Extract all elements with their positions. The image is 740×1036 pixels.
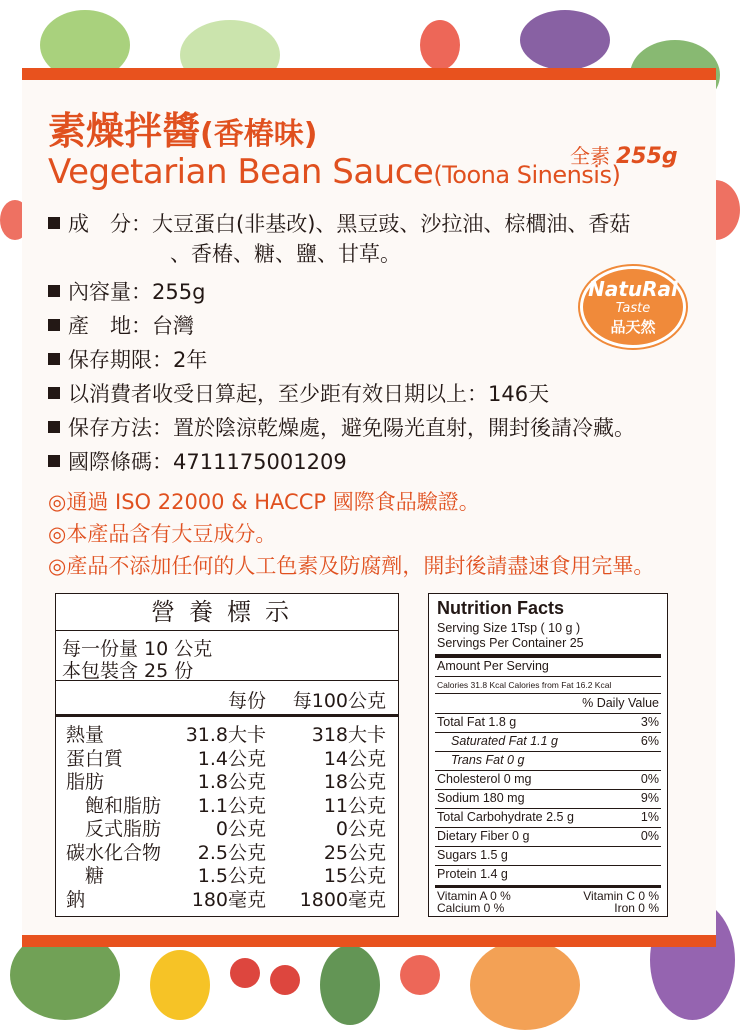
pepper-illustration (470, 940, 580, 1030)
bullet-square-icon (48, 285, 60, 297)
cert-line-3: ◎產品不添加任何的人工色素及防腐劑，開封後請盡速食用完畢。 (48, 554, 655, 578)
product-title-zh: 素燥拌醬(香椿味) (48, 109, 318, 153)
cherry-illustration (270, 965, 300, 995)
per-100g-value: 11公克 (323, 794, 386, 817)
per-serving-value: 31.8大卡 (185, 724, 266, 746)
expiry-note-line: 以消費者收受日算起，至少距有效日期以上：146天 (48, 378, 549, 408)
nutrition-row-en-dv: 6% (640, 734, 659, 748)
serving-size-zh: 每一份量 10 公克 (62, 638, 213, 660)
nutrition-row-en-label: Total Fat 1.8 g (437, 715, 517, 729)
nutrition-row-en-label: Protein 1.4 g (437, 867, 508, 881)
nutrition-table-zh (55, 593, 399, 917)
nutrition-row-en-dv: 9% (640, 791, 659, 805)
bullet-square-icon (48, 455, 60, 467)
iron: Iron 0 % (614, 901, 659, 915)
nutrition-row-en-label: Trans Fat 0 g (451, 753, 525, 767)
origin-line: 產 地：台灣 (48, 310, 194, 340)
cherry-illustration (230, 958, 260, 988)
bullet-square-icon (48, 353, 60, 365)
serving-size-en: Serving Size 1Tsp ( 10 g ) (437, 621, 581, 635)
shelf-life-line: 保存期限：2年 (48, 344, 207, 374)
vitamin-a: Vitamin A 0 % (437, 889, 511, 903)
cert-line-1: ◎通過 ISO 22000 & HACCP 國際食品驗證。 (48, 490, 480, 514)
top-border-bar (22, 68, 716, 80)
nutrition-row-en-dv: 0% (640, 772, 659, 786)
nutrition-facts-title: Nutrition Facts (437, 598, 565, 618)
bullet-square-icon (48, 387, 60, 399)
nutrient-name: 飽和脂肪 (66, 794, 162, 817)
nutrition-row-zh (56, 814, 398, 838)
nutrient-name: 碳水化合物 (66, 841, 162, 864)
per-serving-value: 2.5公克 (197, 841, 266, 864)
vegetable-illustration-bottom (320, 945, 380, 1025)
volume-line: 內容量：255g (48, 276, 205, 306)
nutrient-name: 反式脂肪 (66, 818, 162, 840)
nutrition-row-en-label: Dietary Fiber 0 g (437, 829, 530, 843)
nutrient-name: 熱量 (66, 724, 105, 746)
nutrition-row-zh (56, 838, 398, 862)
nutrition-row-zh (56, 885, 398, 909)
nutrition-row-en-label: Sugars 1.5 g (437, 848, 508, 862)
servings-per-container: Servings Per Container 25 (437, 636, 584, 650)
nutrition-row-en-dv: 1% (640, 810, 659, 824)
bullet-square-icon (48, 319, 60, 331)
vitamin-c: Vitamin C 0 % (583, 889, 659, 903)
per-100g-value: 18公克 (323, 771, 386, 793)
per-serving-value: 1.4公克 (197, 747, 266, 770)
nutrition-row-zh (56, 861, 398, 885)
per-100g-value: 0公克 (335, 818, 386, 840)
vegetable-illustration-top (420, 20, 460, 70)
nutrient-name: 蛋白質 (66, 747, 124, 770)
barcode-line: 國際條碼：4711175001209 (48, 446, 347, 476)
nutrition-row-en-label: Saturated Fat 1.1 g (451, 734, 559, 748)
col-per-100g: 每100公克 (292, 690, 386, 712)
nutrition-table-zh-header: 營養標示 (56, 594, 398, 631)
tomato-illustration (400, 955, 440, 995)
nutrition-row-zh (56, 744, 398, 768)
per-100g-value: 318大卡 (311, 724, 386, 746)
per-100g-value: 25公克 (323, 841, 386, 864)
per-serving-value: 1.1公克 (197, 794, 266, 817)
nutrition-facts-en (428, 593, 668, 917)
nutrient-name: 鈉 (66, 888, 86, 911)
eggplant-illustration-top (520, 10, 610, 70)
column-header-row (56, 686, 398, 710)
nutrient-name: 脂肪 (66, 771, 105, 793)
pepper-illustration (150, 950, 210, 1020)
per-serving-value: 1.8公克 (197, 771, 266, 793)
per-100g-value: 14公克 (323, 747, 386, 770)
product-title-en: Vegetarian Bean Sauce(Toona Sinensis) (48, 152, 621, 192)
nutrition-row-zh (56, 767, 398, 791)
per-100g-value: 15公克 (323, 865, 386, 887)
bullet-square-icon (48, 421, 60, 433)
calcium: Calcium 0 % (437, 901, 505, 915)
per-serving-value: 1.5公克 (197, 865, 266, 887)
per-100g-value: 1800毫克 (299, 888, 386, 911)
nutrition-row-en-label: Cholesterol 0 mg (437, 772, 532, 786)
daily-value-header: % Daily Value (582, 696, 659, 710)
nutrition-row-en-label: Sodium 180 mg (437, 791, 525, 805)
per-serving-value: 0公克 (215, 818, 266, 840)
ingredients-line: 成 分：大豆蛋白(非基改)、黑豆豉、沙拉油、棕櫚油、香菇 (48, 208, 630, 238)
net-weight: 全素 255g (570, 144, 678, 169)
servings-count-zh: 本包裝含 25 份 (62, 660, 194, 682)
ingredients-line-cont: 、香椿、糖、鹽、甘草。 (170, 242, 401, 266)
cert-line-2: ◎本產品含有大豆成分。 (48, 522, 277, 546)
nutrition-row-zh (56, 720, 398, 744)
col-per-serving: 每份 (227, 690, 266, 712)
nutrition-row-en-dv: 3% (640, 715, 659, 729)
nutrient-name: 糖 (66, 865, 105, 887)
amount-per-serving: Amount Per Serving (437, 659, 549, 673)
storage-line: 保存方法：置於陰涼乾燥處，避免陽光直射，開封後請冷藏。 (48, 412, 635, 442)
nutrition-row-en-dv: 0% (640, 829, 659, 843)
bullet-square-icon (48, 217, 60, 229)
bottom-border-bar (22, 935, 716, 947)
per-serving-value: 180毫克 (191, 888, 266, 911)
nutrition-row-zh (56, 791, 398, 815)
natural-taste-badge: NatuRal Taste 品天然 (580, 266, 686, 348)
nutrition-row-en-label: Total Carbohydrate 2.5 g (437, 810, 574, 824)
calories-line: Calories 31.8 Kcal Calories from Fat 16.2 Kcal (437, 680, 612, 690)
